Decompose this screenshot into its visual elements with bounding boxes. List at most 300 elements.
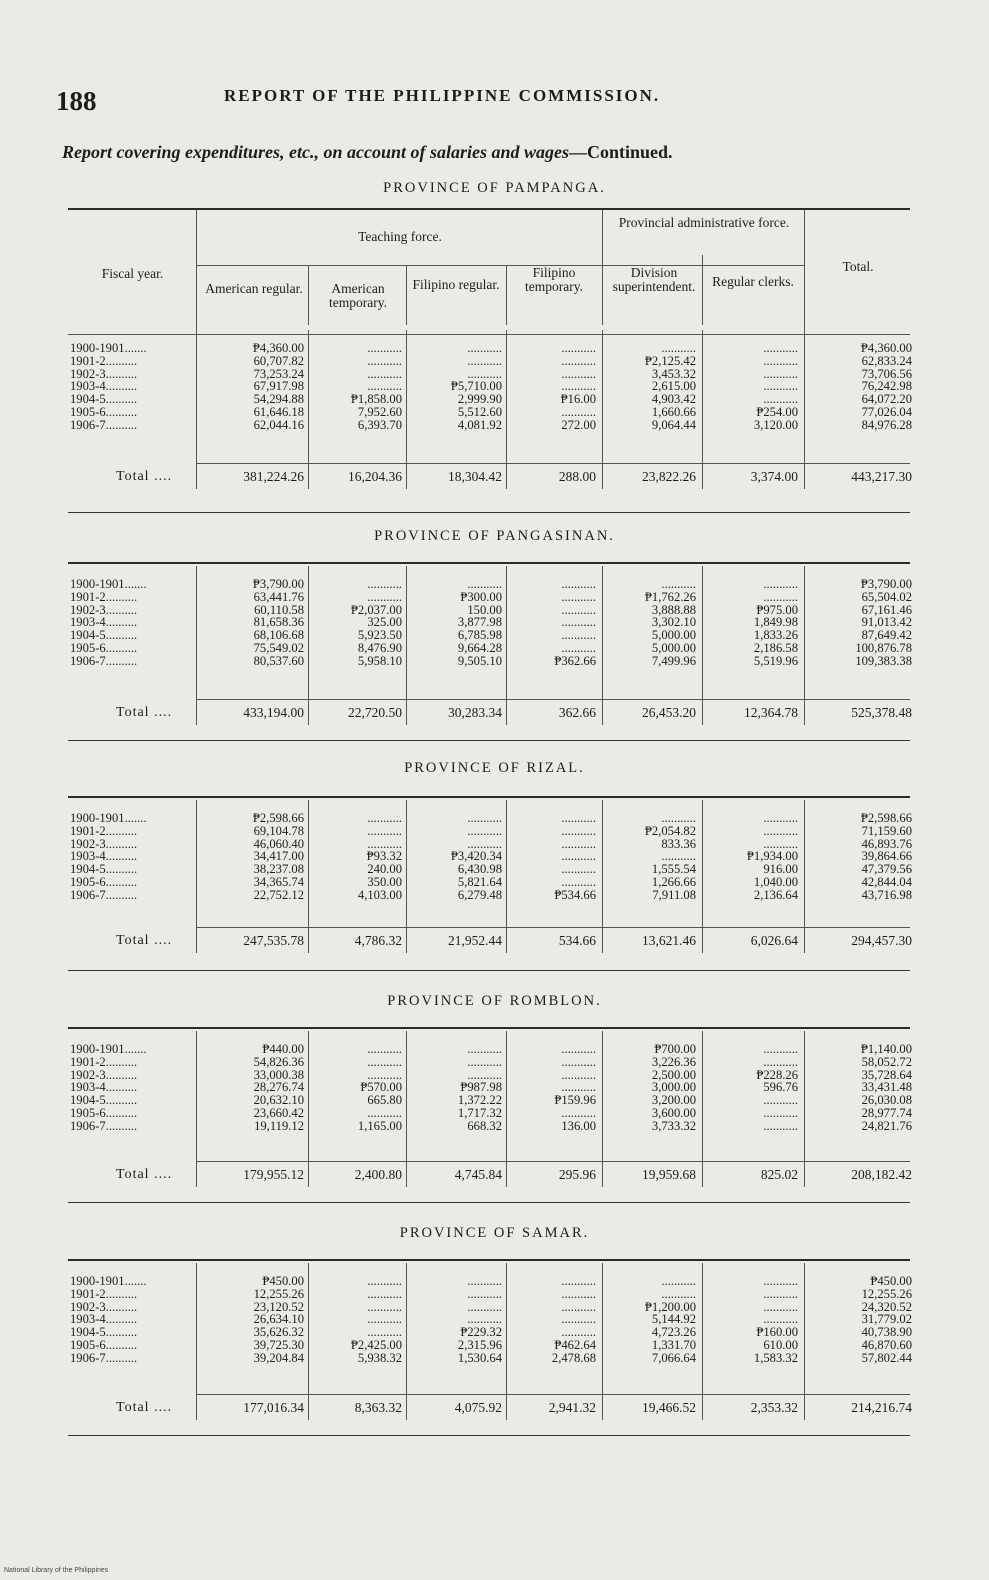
amount-cell: ...........: [561, 812, 596, 825]
amount-cell: 1,717.32: [457, 1106, 502, 1120]
amount-cell: 4,081.92: [457, 418, 502, 432]
amount-cell: ₱254.00: [756, 405, 798, 419]
header-top-rule: [68, 208, 910, 210]
amount-cell: ...........: [467, 354, 502, 368]
amount-cell: ...........: [467, 578, 502, 591]
amount-cell: ...........: [561, 405, 596, 419]
amount-cell: 136.00: [561, 1119, 596, 1133]
column-divider: [506, 330, 507, 489]
total-cell: 825.02: [760, 1167, 798, 1182]
fiscal-year-cell: 1906-7..........: [70, 888, 138, 902]
amount-cell: ...........: [763, 824, 798, 838]
column-divider: [804, 566, 805, 725]
total-cell: 4,075.92: [454, 1400, 502, 1415]
caption-italic: Report covering expenditures, etc., on account of salaries and wages: [62, 142, 569, 162]
amount-column: [310, 812, 402, 902]
column-divider: [506, 566, 507, 725]
amount-column: [704, 578, 798, 668]
amount-cell: 1,266.66: [651, 875, 696, 889]
header-divider: [196, 265, 804, 266]
amount-cell: ...........: [561, 1106, 596, 1120]
province-title: PROVINCE OF ROMBLON.: [387, 993, 602, 1009]
amount-column: [806, 1275, 912, 1365]
total-cell: 26,453.20: [642, 705, 696, 720]
column-divider: [196, 1263, 197, 1420]
total-label: Total ....: [116, 1167, 173, 1182]
amount-column: [310, 1043, 402, 1133]
amount-cell: ...........: [561, 824, 596, 838]
amount-column: [508, 1043, 596, 1133]
fiscal-year-cell: 1905-6..........: [70, 641, 138, 655]
amount-cell: 833.36: [661, 837, 696, 851]
amount-column: [606, 578, 696, 668]
amount-cell: 35,626.32: [253, 1326, 304, 1339]
total-cell: 381,224.26: [243, 469, 304, 484]
amount-cell: 73,253.24: [253, 367, 304, 381]
archive-footer: National Library of the Philippines: [4, 1567, 109, 1574]
total-cell: 19,959.68: [642, 1167, 696, 1182]
amount-cell: ...........: [367, 1043, 402, 1056]
amount-cell: ₱1,934.00: [746, 850, 798, 864]
amount-cell: 57,802.44: [861, 1351, 912, 1365]
amount-column: [606, 1043, 696, 1133]
amount-cell: ...........: [561, 837, 596, 851]
amount-cell: ...........: [763, 1055, 798, 1069]
amount-cell: 62,833.24: [861, 354, 912, 368]
amount-cell: 65,504.02: [861, 590, 912, 604]
amount-cell: ₱4,360.00: [252, 342, 304, 355]
amount-column: [508, 342, 596, 432]
total-cell: 208,182.42: [851, 1167, 912, 1182]
fiscal-year-cell: 1904-5..........: [70, 1094, 138, 1107]
amount-cell: 35,728.64: [861, 1068, 912, 1082]
amount-cell: ...........: [561, 1068, 596, 1082]
amount-cell: ₱300.00: [460, 590, 502, 604]
fiscal-year-cell: 1901-2..........: [70, 354, 138, 368]
amount-cell: 3,888.88: [651, 603, 696, 617]
amount-cell: ...........: [661, 342, 696, 355]
amount-cell: ...........: [561, 1043, 596, 1056]
amount-cell: 87,649.42: [861, 629, 912, 642]
total-cell: 177,016.34: [243, 1400, 304, 1415]
amount-cell: 4,103.00: [357, 888, 402, 902]
column-divider: [602, 330, 603, 489]
header-divider: [702, 255, 703, 325]
column-divider: [602, 1031, 603, 1187]
amount-cell: ₱975.00: [756, 603, 798, 617]
page-number: 188: [56, 86, 97, 116]
fiscal-year-cell: 1902-3..........: [70, 603, 138, 617]
amount-column: [704, 342, 798, 432]
amount-cell: 80,537.60: [253, 654, 304, 668]
amount-cell: 6,430.98: [457, 863, 502, 876]
amount-column: [508, 812, 596, 902]
amount-cell: ₱159.96: [554, 1094, 596, 1107]
amount-cell: ...........: [467, 812, 502, 825]
total-rule: [196, 927, 910, 928]
fiscal-year-cell: 1900-1901.......: [70, 578, 147, 591]
amount-cell: ...........: [763, 1300, 798, 1314]
amount-cell: 8,476.90: [357, 641, 402, 655]
section-bottom-rule: [68, 512, 910, 513]
amount-cell: 3,200.00: [651, 1094, 696, 1107]
amount-cell: ...........: [661, 1287, 696, 1301]
amount-cell: ...........: [467, 1055, 502, 1069]
amount-cell: 5,958.10: [357, 654, 402, 668]
amount-cell: ...........: [467, 1287, 502, 1301]
fiscal-year-column: [70, 578, 194, 668]
amount-cell: ₱362.66: [554, 654, 596, 668]
amount-cell: ...........: [763, 342, 798, 355]
total-rule: [196, 463, 910, 464]
column-divider: [308, 566, 309, 725]
amount-cell: 325.00: [367, 616, 402, 630]
province-title: PROVINCE OF PAMPANGA.: [383, 180, 606, 196]
amount-cell: ...........: [467, 1068, 502, 1082]
amount-cell: ...........: [561, 578, 596, 591]
amount-cell: 3,733.32: [651, 1119, 696, 1133]
amount-cell: ₱160.00: [756, 1326, 798, 1339]
amount-cell: ₱4,360.00: [860, 342, 912, 355]
amount-cell: 46,893.76: [861, 837, 912, 851]
fiscal-year-cell: 1902-3..........: [70, 837, 138, 851]
amount-cell: ...........: [561, 354, 596, 368]
fiscal-year-cell: 1901-2..........: [70, 824, 138, 838]
total-cell: 6,026.64: [750, 933, 798, 948]
total-label: Total ....: [116, 705, 173, 720]
amount-cell: 2,615.00: [651, 380, 696, 394]
column-divider: [702, 566, 703, 725]
amount-cell: ₱228.26: [756, 1068, 798, 1082]
fiscal-year-cell: 1900-1901.......: [70, 812, 147, 825]
amount-cell: ...........: [367, 590, 402, 604]
section-top-rule: [68, 562, 910, 564]
amount-cell: 12,255.26: [253, 1287, 304, 1301]
province-title: PROVINCE OF PANGASINAN.: [374, 528, 615, 544]
total-cell: 294,457.30: [851, 933, 912, 948]
running-head: REPORT OF THE PHILIPPINE COMMISSION.: [224, 86, 661, 105]
amount-cell: ...........: [367, 367, 402, 381]
amount-column: [408, 1043, 502, 1133]
header-divider: [196, 210, 197, 335]
amount-cell: ...........: [367, 380, 402, 394]
amount-cell: 71,159.60: [861, 824, 912, 838]
amount-cell: 6,393.70: [357, 418, 402, 432]
total-cell: 13,621.46: [642, 933, 696, 948]
amount-cell: ₱2,037.00: [350, 603, 402, 617]
total-label: Total ....: [116, 933, 173, 948]
amount-column: [606, 342, 696, 432]
amount-cell: 33,431.48: [861, 1081, 912, 1095]
fiscal-year-column: [70, 1275, 194, 1365]
amount-cell: 2,186.58: [753, 641, 798, 655]
column-divider: [702, 1263, 703, 1420]
amount-cell: ...........: [561, 380, 596, 394]
amount-cell: ...........: [467, 824, 502, 838]
amount-column: [408, 812, 502, 902]
amount-cell: ₱229.32: [460, 1326, 502, 1339]
amount-cell: ₱16.00: [560, 393, 596, 406]
amount-cell: 1,583.32: [753, 1351, 798, 1365]
amount-cell: 34,365.74: [253, 875, 304, 889]
header-divider: [308, 265, 309, 325]
total-cell: 8,363.32: [354, 1400, 402, 1415]
amount-cell: ...........: [763, 1313, 798, 1327]
header-provincial-force: Provincial administrative force.: [618, 215, 790, 230]
amount-cell: 1,372.22: [457, 1094, 502, 1107]
fiscal-year-cell: 1903-4..........: [70, 380, 138, 394]
fiscal-year-cell: 1900-1901.......: [70, 342, 147, 355]
amount-column: [508, 578, 596, 668]
amount-cell: 3,302.10: [651, 616, 696, 630]
amount-cell: ...........: [763, 393, 798, 406]
amount-cell: 46,870.60: [861, 1338, 912, 1352]
column-divider: [602, 800, 603, 953]
province-title: PROVINCE OF SAMAR.: [399, 1225, 590, 1241]
amount-cell: ...........: [763, 1119, 798, 1133]
amount-cell: 3,226.36: [651, 1055, 696, 1069]
column-divider: [308, 1031, 309, 1187]
total-cell: 3,374.00: [750, 469, 798, 484]
amount-cell: 1,555.54: [651, 863, 696, 876]
amount-cell: 1,660.66: [651, 405, 696, 419]
header-regular-clerks: Regular clerks.: [712, 274, 794, 289]
amount-cell: ...........: [367, 342, 402, 355]
amount-cell: ...........: [763, 812, 798, 825]
fiscal-year-cell: 1906-7..........: [70, 1119, 138, 1133]
amount-cell: ...........: [367, 1055, 402, 1069]
fiscal-year-cell: 1900-1901.......: [70, 1275, 147, 1288]
amount-cell: 69,104.78: [253, 824, 304, 838]
amount-cell: ...........: [367, 1326, 402, 1339]
amount-cell: 668.32: [467, 1119, 502, 1133]
amount-cell: ₱450.00: [262, 1275, 304, 1288]
fiscal-year-column: [70, 812, 194, 902]
amount-cell: ...........: [467, 1043, 502, 1056]
amount-column: [806, 342, 912, 432]
section-top-rule: [68, 796, 910, 798]
amount-cell: ...........: [763, 1106, 798, 1120]
amount-cell: ₱1,762.26: [644, 590, 696, 604]
table-caption: [62, 142, 673, 163]
amount-cell: ...........: [763, 1094, 798, 1107]
amount-cell: 24,320.52: [861, 1300, 912, 1314]
amount-column: [200, 812, 304, 902]
amount-cell: ...........: [561, 1275, 596, 1288]
amount-cell: 26,634.10: [253, 1313, 304, 1327]
amount-cell: 58,052.72: [861, 1055, 912, 1069]
amount-column: [408, 1275, 502, 1365]
amount-cell: 109,383.38: [855, 654, 912, 668]
amount-cell: ₱700.00: [654, 1043, 696, 1056]
column-divider: [196, 800, 197, 953]
amount-cell: 63,441.76: [253, 590, 304, 604]
amount-cell: 40,738.90: [861, 1326, 912, 1339]
column-divider: [506, 1031, 507, 1187]
total-cell: 247,535.78: [243, 933, 304, 948]
amount-column: [310, 578, 402, 668]
amount-cell: 5,000.00: [651, 629, 696, 642]
section-bottom-rule: [68, 970, 910, 971]
fiscal-year-cell: 1905-6..........: [70, 1338, 138, 1352]
column-divider: [308, 330, 309, 489]
amount-cell: ...........: [561, 367, 596, 381]
amount-cell: 91,013.42: [861, 616, 912, 630]
amount-cell: 1,849.98: [753, 616, 798, 630]
total-cell: 2,941.32: [548, 1400, 596, 1415]
total-cell: 2,353.32: [750, 1400, 798, 1415]
amount-cell: ₱570.00: [360, 1081, 402, 1095]
fiscal-year-cell: 1902-3..........: [70, 367, 138, 381]
amount-column: [806, 812, 912, 902]
amount-cell: 61,646.18: [253, 405, 304, 419]
amount-column: [310, 342, 402, 432]
total-cell: 525,378.48: [851, 705, 912, 720]
amount-cell: 39,204.84: [253, 1351, 304, 1365]
amount-cell: 5,923.50: [357, 629, 402, 642]
amount-cell: 9,064.44: [651, 418, 696, 432]
amount-column: [508, 1275, 596, 1365]
amount-column: [806, 1043, 912, 1133]
amount-cell: ...........: [561, 590, 596, 604]
header-divider: [804, 210, 805, 335]
header-american-temporary: American temporary.: [329, 281, 387, 310]
amount-cell: ...........: [467, 342, 502, 355]
header-filipino-temporary: Filipino temporary.: [525, 265, 583, 294]
amount-cell: 33,000.38: [253, 1068, 304, 1082]
amount-cell: 3,877.98: [457, 616, 502, 630]
amount-cell: ...........: [561, 603, 596, 617]
amount-cell: 100,876.78: [855, 641, 912, 655]
total-rule: [196, 1394, 910, 1395]
amount-cell: ₱534.66: [554, 888, 596, 902]
header-teaching-force: Teaching force.: [358, 229, 442, 244]
amount-cell: ...........: [561, 629, 596, 642]
amount-cell: 7,066.64: [651, 1351, 696, 1365]
amount-cell: ₱440.00: [262, 1043, 304, 1056]
amount-cell: ...........: [763, 354, 798, 368]
amount-cell: ...........: [467, 837, 502, 851]
amount-cell: 39,864.66: [861, 850, 912, 864]
amount-cell: ₱93.32: [366, 850, 402, 864]
amount-cell: ...........: [367, 812, 402, 825]
column-divider: [602, 566, 603, 725]
amount-cell: ₱2,125.42: [644, 354, 696, 368]
amount-cell: ...........: [561, 863, 596, 876]
amount-column: [200, 1275, 304, 1365]
amount-cell: 272.00: [561, 418, 596, 432]
fiscal-year-column: [70, 1043, 194, 1133]
amount-cell: ...........: [763, 590, 798, 604]
fiscal-year-cell: 1903-4..........: [70, 850, 138, 864]
column-divider: [804, 330, 805, 489]
amount-cell: 24,821.76: [861, 1119, 912, 1133]
fiscal-year-column: [70, 342, 194, 432]
amount-cell: 42,844.04: [861, 875, 912, 889]
amount-cell: 67,917.98: [253, 380, 304, 394]
amount-cell: 5,144.92: [651, 1313, 696, 1327]
total-cell: 362.66: [558, 705, 596, 720]
fiscal-year-cell: 1905-6..........: [70, 1106, 138, 1120]
amount-cell: 46,060.40: [253, 837, 304, 851]
column-divider: [406, 1031, 407, 1187]
total-cell: 433,194.00: [243, 705, 304, 720]
amount-cell: ...........: [661, 578, 696, 591]
column-divider: [406, 800, 407, 953]
column-divider: [196, 566, 197, 725]
amount-cell: ₱2,054.82: [644, 824, 696, 838]
fiscal-year-cell: 1900-1901.......: [70, 1043, 147, 1056]
amount-cell: ...........: [367, 354, 402, 368]
column-divider: [506, 800, 507, 953]
amount-cell: ...........: [661, 850, 696, 864]
amount-cell: 23,120.52: [253, 1300, 304, 1314]
total-cell: 18,304.42: [448, 469, 502, 484]
amount-cell: 4,903.42: [651, 393, 696, 406]
column-divider: [702, 800, 703, 953]
column-divider: [196, 1031, 197, 1187]
amount-cell: 34,417.00: [253, 850, 304, 864]
amount-cell: ...........: [561, 1055, 596, 1069]
amount-cell: ...........: [561, 850, 596, 864]
total-rule: [196, 699, 910, 700]
total-cell: 4,786.32: [354, 933, 402, 948]
amount-cell: 5,512.60: [457, 405, 502, 419]
amount-column: [704, 1275, 798, 1365]
section-bottom-rule: [68, 1202, 910, 1203]
amount-cell: 62,044.16: [253, 418, 304, 432]
amount-cell: ...........: [467, 1300, 502, 1314]
amount-cell: ...........: [467, 367, 502, 381]
column-divider: [406, 330, 407, 489]
amount-column: [408, 578, 502, 668]
amount-cell: 916.00: [763, 863, 798, 876]
amount-cell: 1,165.00: [357, 1119, 402, 1133]
column-divider: [196, 330, 197, 489]
amount-cell: 240.00: [367, 863, 402, 876]
column-divider: [702, 1031, 703, 1187]
fiscal-year-cell: 1901-2..........: [70, 1055, 138, 1069]
amount-cell: 5,000.00: [651, 641, 696, 655]
amount-cell: ...........: [561, 616, 596, 630]
amount-cell: 350.00: [367, 875, 402, 889]
province-title: PROVINCE OF RIZAL.: [404, 760, 585, 776]
amount-cell: ...........: [661, 812, 696, 825]
amount-cell: 9,505.10: [457, 654, 502, 668]
total-cell: 23,822.26: [642, 469, 696, 484]
amount-cell: 64,072.20: [861, 393, 912, 406]
amount-cell: 84,976.28: [861, 418, 912, 432]
amount-cell: ...........: [763, 367, 798, 381]
amount-column: [606, 812, 696, 902]
header-american-regular: American regular.: [205, 281, 303, 296]
amount-cell: 31,779.02: [861, 1313, 912, 1327]
amount-cell: ₱3,790.00: [252, 578, 304, 591]
amount-cell: ...........: [367, 1068, 402, 1082]
amount-cell: ...........: [367, 1313, 402, 1327]
amount-cell: 7,911.08: [652, 888, 696, 902]
total-cell: 12,364.78: [744, 705, 798, 720]
amount-cell: ...........: [661, 1275, 696, 1288]
amount-cell: 12,255.26: [861, 1287, 912, 1301]
amount-cell: 5,938.32: [357, 1351, 402, 1365]
total-cell: 179,955.12: [243, 1167, 304, 1182]
column-divider: [308, 1263, 309, 1420]
fiscal-year-cell: 1904-5..........: [70, 863, 138, 876]
amount-cell: ...........: [763, 1043, 798, 1056]
total-cell: 288.00: [558, 469, 596, 484]
amount-cell: 7,499.96: [651, 654, 696, 668]
